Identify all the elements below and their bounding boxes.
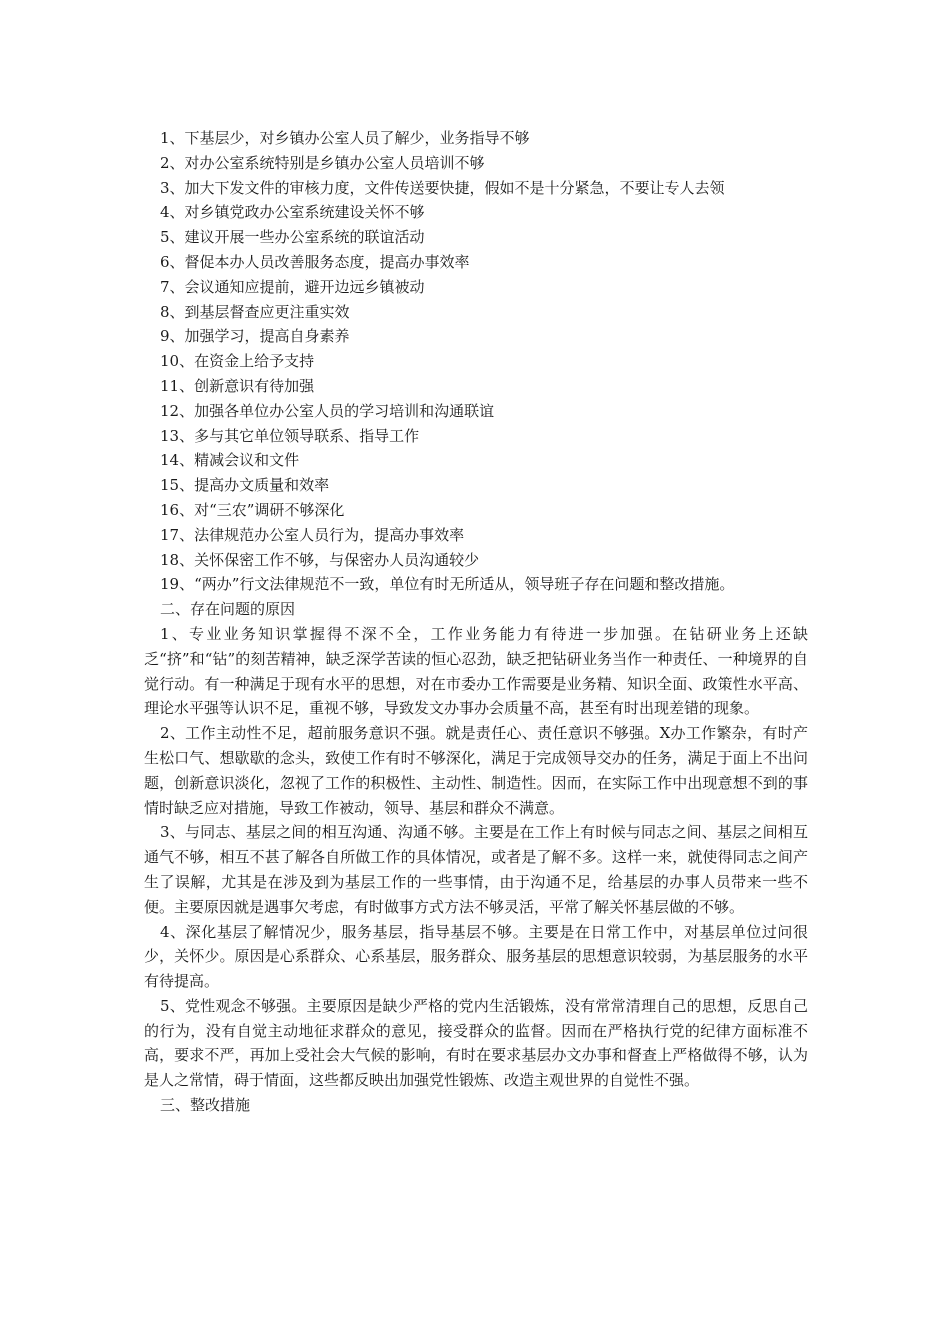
cause-paragraph: 4、深化基层了解情况少，服务基层，指导基层不够。主要是在日常工作中，对基层单位过问很少，关怀少。原因是心系群众、心系基层，服务群众、服务基层的思想意识较弱，为基层服务的水平有待提高。 [144,922,808,991]
list-item: 7、会议通知应提前，避开边远乡镇被动 [160,277,425,296]
list-item: 3、加大下发文件的审核力度，文件传送要快捷，假如不是十分紧急，不要让专人去领 [160,178,725,197]
cause-paragraph: 2、工作主动性不足，超前服务意识不强。就是责任心、责任意识不够强。X办工作繁杂，有时产生松口气、想歇歇的念头，致使工作有时不够深化，满足于完成领导交办的任务，满足于面上不出问题，创新意识淡化，忽视了工作的积极性、主动性、制造性。因而，在实际工作中出现意想不到的事情时缺乏应对措施，导致工作被动，领导、基层和群众不满意。 [144,724,808,817]
section-heading-measures: 三、整改措施 [160,1096,251,1115]
list-item: 18、关怀保密工作不够，与保密办人员沟通较少 [160,550,480,569]
list-item: 4、对乡镇党政办公室系统建设关怀不够 [160,203,425,222]
list-item: 14、精减会议和文件 [160,451,300,470]
list-item: 1、下基层少，对乡镇办公室人员了解少，业务指导不够 [160,129,530,147]
list-item: 5、建议开展一些办公室系统的联谊活动 [160,228,425,247]
list-item: 19、“两办”行文法律规范不一致，单位有时无所适从，领导班子存在问题和整改措施。 [160,575,735,594]
list-item: 15、提高办文质量和效率 [160,476,330,495]
list-item: 12、加强各单位办公室人员的学习培训和沟通联谊 [160,401,495,420]
cause-paragraph: 5、党性观念不够强。主要原因是缺少严格的党内生活锻炼，没有常常清理自己的思想，反思自己的行为，没有自觉主动地征求群众的意见，接受群众的监督。因而在严格执行党的纪律方面标准不高，要求不严，再加上受社会大气候的影响，有时在要求基层办文办事和督查上严格做得不够，认为是人之常情，碍于情面，这些都反映出加强党性锻炼、改造主观世界的自觉性不强。 [144,996,808,1090]
list-item: 9、加强学习，提高自身素养 [160,327,350,346]
section-heading-causes: 二、存在问题的原因 [160,600,296,619]
list-item: 13、多与其它单位领导联系、指导工作 [160,426,420,445]
list-item: 6、督促本办人员改善服务态度，提高办事效率 [160,252,470,271]
list-item: 16、对“三农”调研不够深化 [160,500,345,519]
cause-paragraph: 1、专业业务知识掌握得不深不全，工作业务能力有待进一步加强。在钻研业务上还缺乏“挤”和“钻”的刻苦精神，缺乏深学苦读的恒心忍劲，缺乏把钻研业务当作一种责任、一种境界的自觉行动。有一种满足于现有水平的思想，对在市委办工作需要是业务精、知识全面、政策性水平高、理论水平强等认识不足，重视不够，导致发文办事办会质量不高，甚至有时出现差错的现象。 [144,624,808,718]
cause-paragraph: 3、与同志、基层之间的相互沟通、沟通不够。主要是在工作上有时候与同志之间、基层之间相互通气不够，相互不甚了解各自所做工作的具体情况，或者是了解不多。这样一来，就使得同志之间产生了误解，尤其是在涉及到为基层工作的一些事情，由于沟通不足，给基层的办事人员带来一些不便。主要原因就是遇事欠考虑，有时做事方式方法不够灵活，平常了解关怀基层做的不够。 [144,823,808,916]
document-body [144,126,808,1118]
list-item: 10、在资金上给予支持 [160,352,315,371]
list-item: 17、法律规范办公室人员行为，提高办事效率 [160,525,465,544]
list-item: 8、到基层督查应更注重实效 [160,302,350,321]
list-item: 2、对办公室系统特别是乡镇办公室人员培训不够 [160,153,485,172]
list-item: 11、创新意识有待加强 [160,376,315,395]
